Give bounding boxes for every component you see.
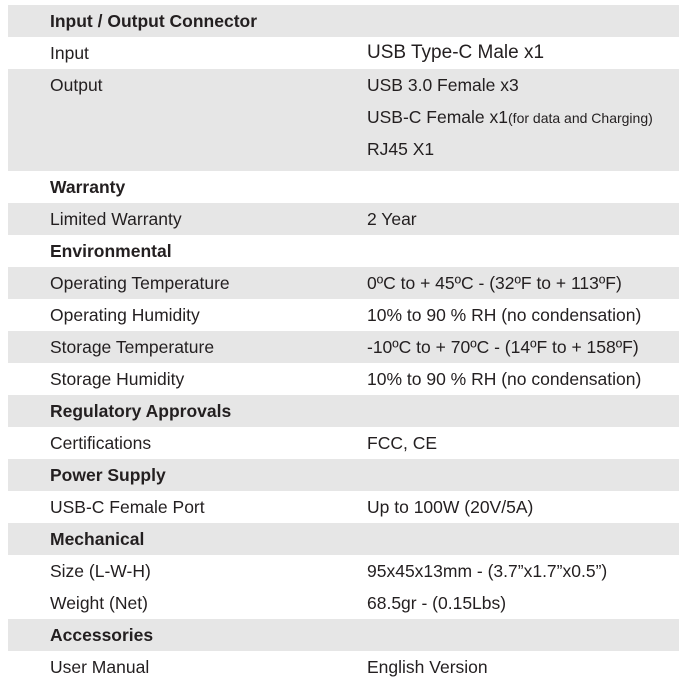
spec-label: Input — [50, 43, 89, 63]
output-line-main: USB-C Female x1 — [367, 107, 509, 127]
spec-value: 68.5gr - (0.15Lbs) — [367, 593, 507, 613]
section-header-io — [8, 5, 679, 37]
section-title: Warranty — [50, 177, 126, 197]
spec-value: FCC, CE — [367, 433, 437, 453]
spec-row-output — [8, 69, 679, 171]
section-header-warranty — [8, 171, 679, 203]
section-header-environmental — [8, 235, 679, 267]
spec-value: 2 Year — [367, 209, 417, 229]
spec-row-certifications — [8, 427, 679, 459]
section-header-accessories — [8, 619, 679, 651]
spec-row-storage-humidity — [8, 363, 679, 395]
output-line-note: (for data and Charging) — [508, 110, 653, 126]
spec-label: Limited Warranty — [50, 209, 182, 229]
spec-row-usb-c-port — [8, 491, 679, 523]
section-title: Accessories — [50, 625, 154, 645]
spec-value: English Version — [367, 657, 488, 677]
spec-row-storage-temperature — [8, 331, 679, 363]
section-header-regulatory — [8, 395, 679, 427]
spec-value: -10ºC to + 70ºC - (14ºF to + 158ºF) — [367, 337, 639, 357]
spec-label: Operating Humidity — [50, 305, 200, 325]
spec-row-user-manual — [8, 651, 679, 683]
section-title: Regulatory Approvals — [50, 401, 232, 421]
spec-row-operating-humidity — [8, 299, 679, 331]
spec-row-size — [8, 555, 679, 587]
spec-label: Weight (Net) — [50, 593, 148, 613]
spec-value: 10% to 90 % RH (no condensation) — [367, 305, 642, 325]
spec-value: USB Type-C Male x1 — [367, 42, 545, 63]
output-line: RJ45 X1 — [367, 139, 435, 159]
spec-row-limited-warranty — [8, 203, 679, 235]
output-line — [367, 101, 653, 133]
spec-row-input — [8, 37, 679, 69]
spec-value: 95x45x13mm - (3.7”x1.7”x0.5”) — [367, 561, 608, 581]
section-title: Input / Output Connector — [50, 11, 258, 31]
spec-table — [8, 5, 679, 683]
section-title: Mechanical — [50, 529, 145, 549]
spec-row-weight — [8, 587, 679, 619]
section-header-mechanical — [8, 523, 679, 555]
spec-label: Operating Temperature — [50, 273, 230, 293]
output-line: USB 3.0 Female x3 — [367, 75, 519, 95]
spec-value: 0ºC to + 45ºC - (32ºF to + 113ºF) — [367, 273, 622, 293]
section-header-power — [8, 459, 679, 491]
spec-value: 10% to 90 % RH (no condensation) — [367, 369, 642, 389]
section-title: Environmental — [50, 241, 172, 261]
spec-row-operating-temperature — [8, 267, 679, 299]
spec-value: Up to 100W (20V/5A) — [367, 497, 534, 517]
section-title: Power Supply — [50, 465, 166, 485]
spec-label: Certifications — [50, 433, 152, 453]
spec-label: USB-C Female Port — [50, 497, 205, 517]
spec-value-list — [367, 69, 653, 165]
spec-label: Size (L-W-H) — [50, 561, 151, 581]
spec-label: Output — [50, 75, 103, 95]
spec-label: Storage Temperature — [50, 337, 215, 357]
spec-label: Storage Humidity — [50, 369, 185, 389]
spec-label: User Manual — [50, 657, 150, 677]
